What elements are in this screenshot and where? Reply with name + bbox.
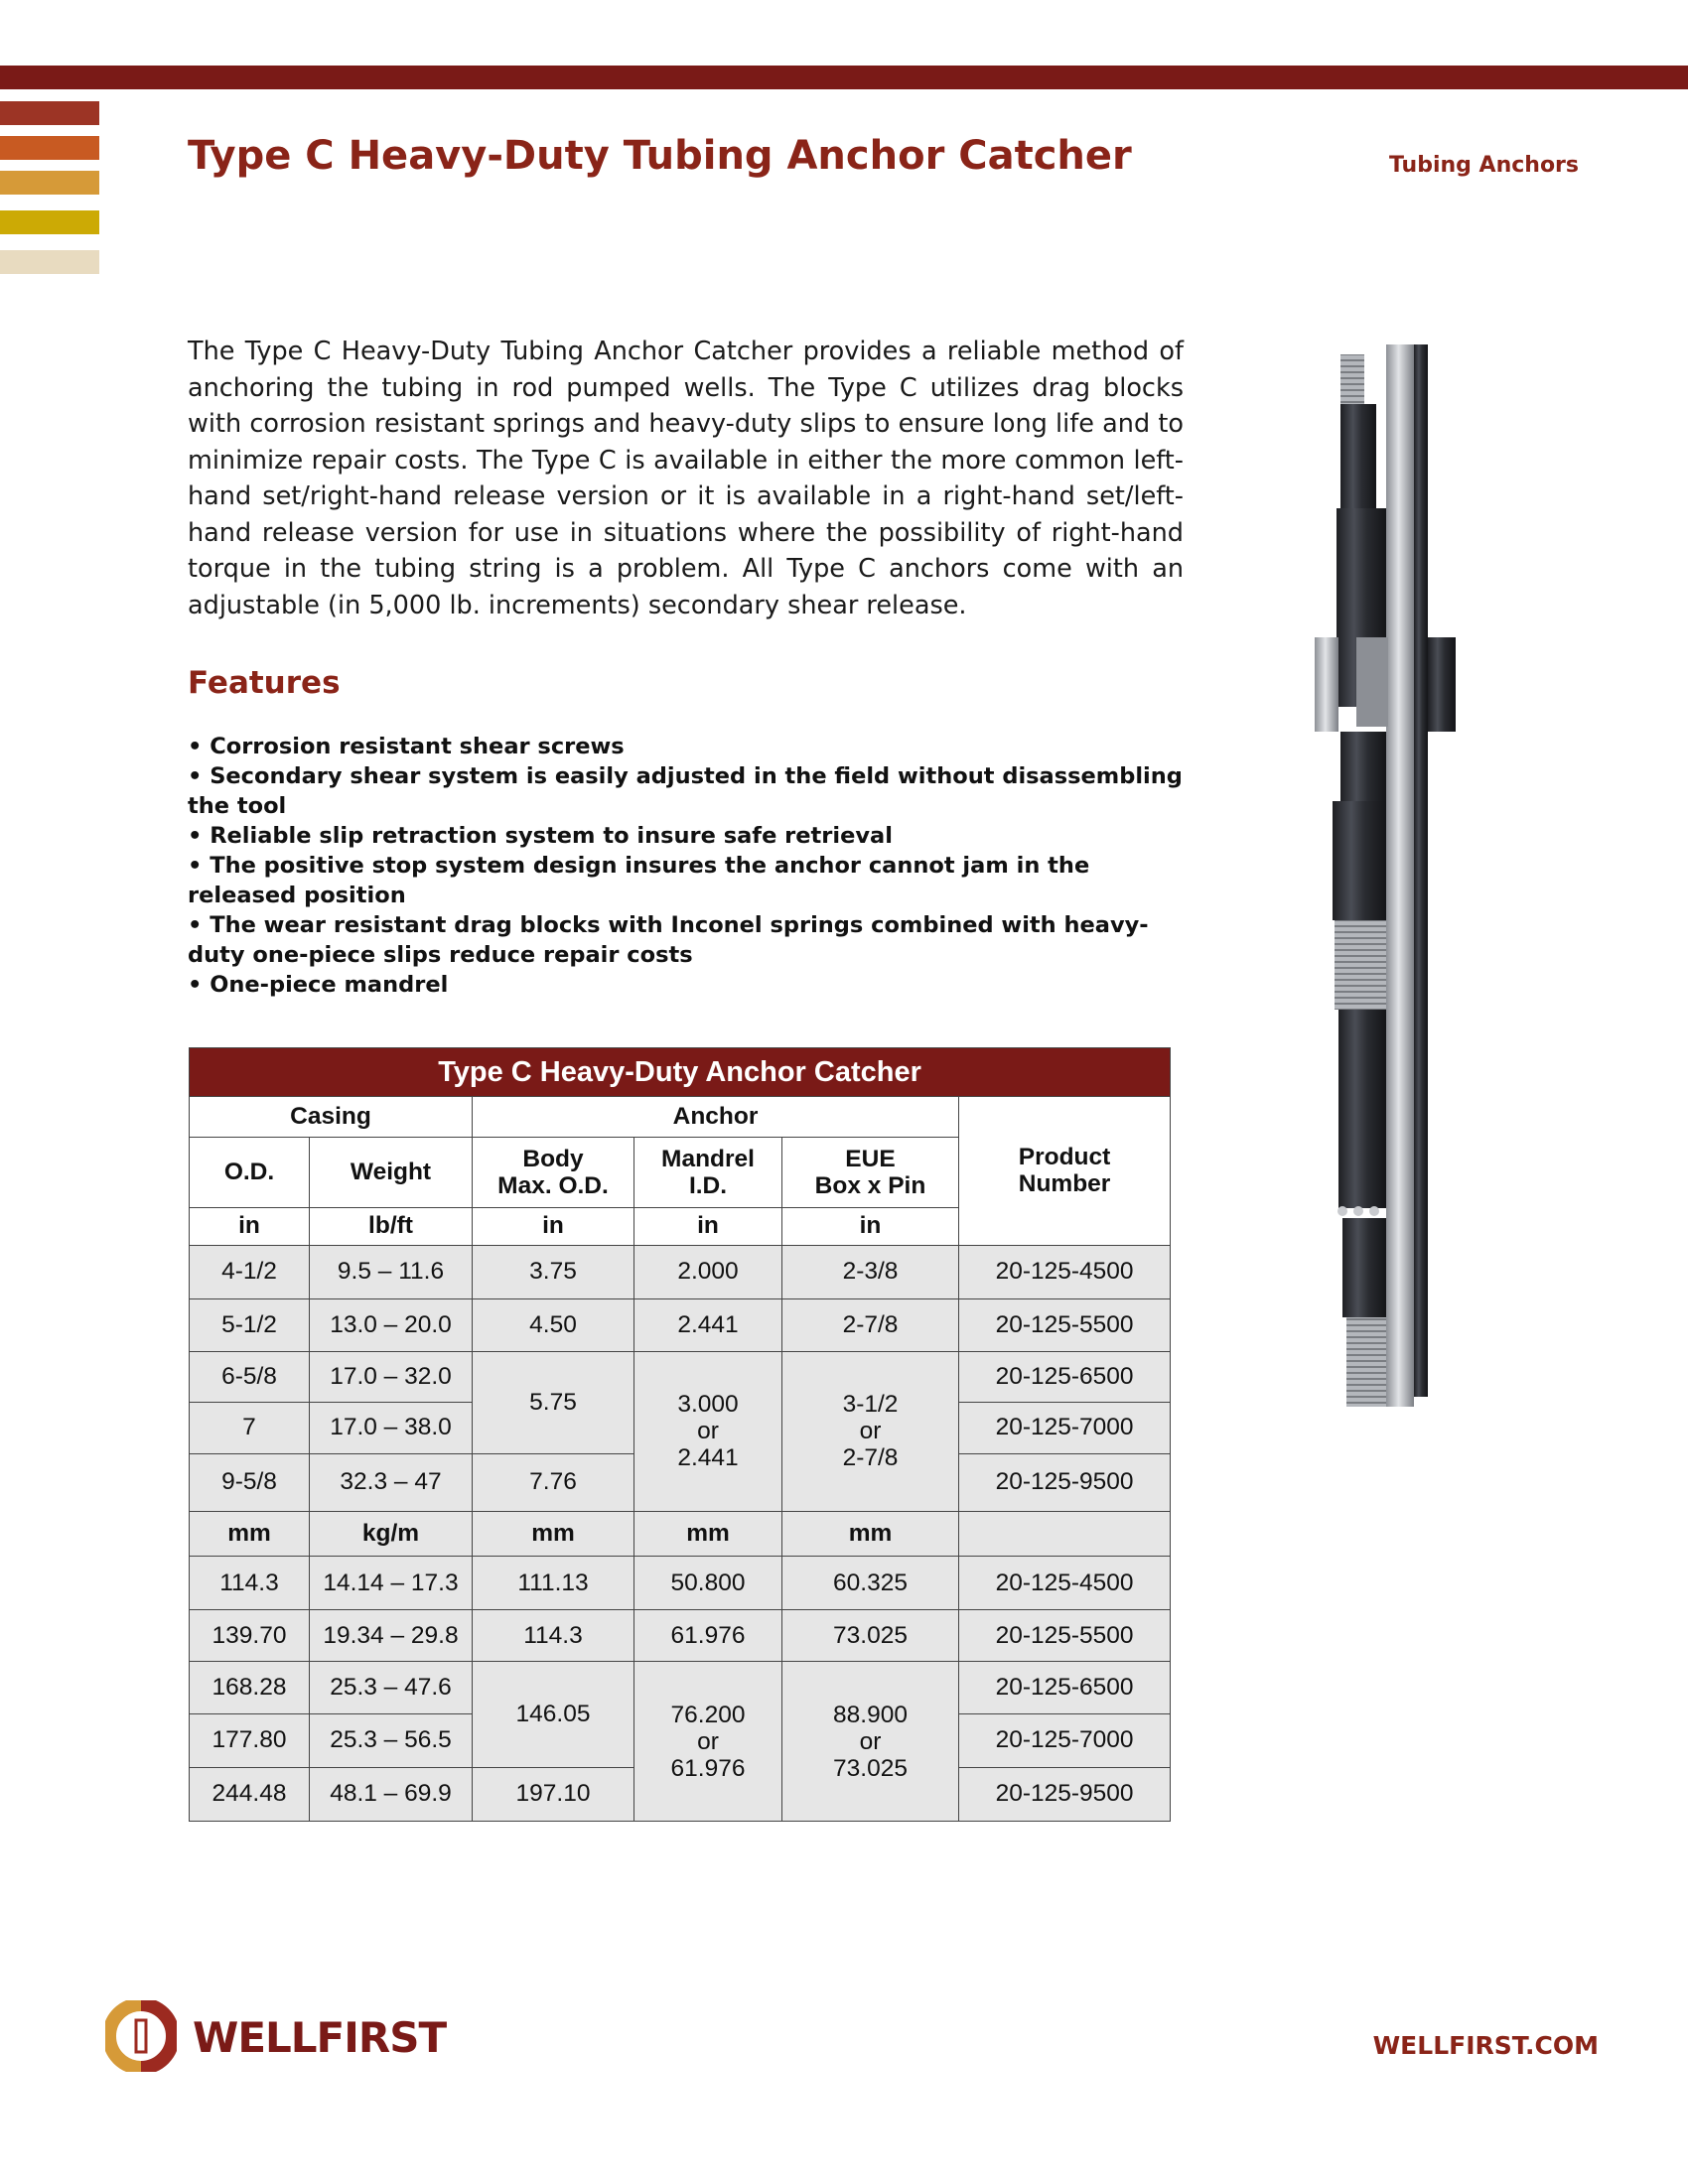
or-label: or <box>697 1418 719 1445</box>
body-od-cell: 146.05 <box>473 1662 634 1767</box>
features-heading: Features <box>188 665 341 701</box>
website-link[interactable]: WELLFIRST.COM <box>1372 2031 1599 2060</box>
weight-cell: 19.34 – 29.8 <box>310 1610 473 1662</box>
bottom-thread <box>1346 1317 1386 1407</box>
unit-cell: in <box>782 1207 959 1245</box>
table-row <box>190 1610 1171 1662</box>
cell-value: 88.900 <box>833 1701 908 1728</box>
unit-cell: in <box>634 1207 782 1245</box>
slip-section <box>1335 920 1386 1010</box>
feature-item: • Corrosion resistant shear screws <box>188 732 1191 761</box>
page-title: Type C Heavy-Duty Tubing Anchor Catcher <box>188 133 1132 179</box>
accent-stripe <box>0 101 99 125</box>
features-list <box>188 732 1191 1000</box>
feature-item: • The positive stop system design insures the anchor cannot jam in the released position <box>188 851 1191 910</box>
weight-cell: 48.1 – 69.9 <box>310 1767 473 1821</box>
unit-cell: kg/m <box>310 1511 473 1556</box>
body-od-cell: 197.10 <box>473 1767 634 1821</box>
product-number-cell: 20-125-6500 <box>959 1352 1171 1403</box>
mandrel-shaft <box>1386 344 1414 1407</box>
or-label: or <box>697 1727 719 1755</box>
lower-body <box>1338 1010 1386 1208</box>
body-od-cell: 7.76 <box>473 1453 634 1511</box>
column-header-weight: Weight <box>310 1138 473 1207</box>
body-od-cell: 111.13 <box>473 1556 634 1609</box>
unit-cell: in <box>190 1207 310 1245</box>
weight-cell: 13.0 – 20.0 <box>310 1298 473 1351</box>
column-header-line: Max. O.D. <box>497 1171 609 1199</box>
od-cell: 114.3 <box>190 1556 310 1609</box>
column-header-line: I.D. <box>688 1171 728 1199</box>
mandrel-id-cell <box>634 1662 782 1822</box>
accent-stripe <box>0 136 99 160</box>
product-number-cell: 20-125-5500 <box>959 1298 1171 1351</box>
eue-cell: 60.325 <box>782 1556 959 1609</box>
body-od-cell: 114.3 <box>473 1610 634 1662</box>
cell-value: 76.200 <box>670 1701 746 1728</box>
product-photo <box>1303 340 1472 1432</box>
accent-stripe <box>0 250 99 274</box>
bottom-sub <box>1342 1218 1386 1317</box>
cell-value: 2.441 <box>677 1444 739 1472</box>
column-header-line: Mandrel <box>661 1145 755 1172</box>
od-cell: 4-1/2 <box>190 1245 310 1298</box>
shear-screw <box>1337 1206 1347 1216</box>
group-header-anchor: Anchor <box>473 1097 959 1138</box>
product-number-cell: 20-125-4500 <box>959 1245 1171 1298</box>
feature-item: • Secondary shear system is easily adjusted in the field without disassembling the tool <box>188 761 1191 821</box>
mandrel-id-cell <box>634 1352 782 1512</box>
od-cell: 177.80 <box>190 1713 310 1767</box>
weight-cell: 17.0 – 32.0 <box>310 1352 473 1403</box>
column-header-line: Body <box>522 1145 584 1172</box>
weight-cell: 25.3 – 56.5 <box>310 1713 473 1767</box>
weight-cell: 9.5 – 11.6 <box>310 1245 473 1298</box>
product-number-cell: 20-125-6500 <box>959 1662 1171 1713</box>
body-od-cell: 3.75 <box>473 1245 634 1298</box>
slip-housing <box>1340 732 1386 801</box>
body-od-cell: 4.50 <box>473 1298 634 1351</box>
mandrel-id-cell: 2.000 <box>634 1245 782 1298</box>
column-header-eue <box>782 1138 959 1207</box>
product-number-cell: 20-125-4500 <box>959 1556 1171 1609</box>
column-header-product-number <box>959 1097 1171 1246</box>
cell-value: 61.976 <box>670 1754 746 1782</box>
spec-table <box>189 1047 1171 1822</box>
product-number-cell: 20-125-5500 <box>959 1610 1171 1662</box>
feature-item: • One-piece mandrel <box>188 970 1191 1000</box>
drag-block <box>1356 637 1388 727</box>
unit-cell: lb/ft <box>310 1207 473 1245</box>
drag-block <box>1428 637 1456 732</box>
shear-screw <box>1369 1206 1379 1216</box>
cone <box>1333 801 1386 920</box>
accent-stripe <box>0 171 99 195</box>
od-cell: 168.28 <box>190 1662 310 1713</box>
cell-value: 2-7/8 <box>842 1444 899 1472</box>
intro-paragraph: The Type C Heavy-Duty Tubing Anchor Catcher provides a reliable method of anchoring the tubing in rod pumped wells. The Type C utilizes drag blocks with corrosion resistant springs and heavy-duty slips to ensure long life and to minimize repair costs. The Type C is available in either the more common left-hand set/right-hand release version or it is available in a right-hand set/left-hand release version for use in situations where the possibility of right-hand torque in the tubing string is a problem. All Type C anchors come with an adjustable (in 5,000 lb. increments) secondary shear release. <box>188 337 1184 620</box>
column-header-line: Box x Pin <box>814 1171 926 1199</box>
product-number-cell: 20-125-9500 <box>959 1453 1171 1511</box>
table-row <box>190 1298 1171 1351</box>
or-label: or <box>859 1418 882 1445</box>
unit-cell: mm <box>782 1511 959 1556</box>
column-header-line: EUE <box>845 1145 896 1172</box>
weight-cell: 32.3 – 47 <box>310 1453 473 1511</box>
brand-name: WELLFIRST <box>193 2013 447 2062</box>
unit-cell: mm <box>190 1511 310 1556</box>
column-header-line: Product <box>1018 1144 1111 1171</box>
od-cell: 5-1/2 <box>190 1298 310 1351</box>
table-row <box>190 1245 1171 1298</box>
unit-cell: mm <box>473 1511 634 1556</box>
upper-sub <box>1340 404 1376 508</box>
mandrel-id-cell: 2.441 <box>634 1298 782 1351</box>
eue-cell <box>782 1662 959 1822</box>
column-header-mandrel <box>634 1138 782 1207</box>
od-cell: 139.70 <box>190 1610 310 1662</box>
wellfirst-ring-logo-icon <box>105 2000 177 2072</box>
or-label: or <box>859 1727 882 1755</box>
feature-item: • Reliable slip retraction system to insure safe retrieval <box>188 821 1191 851</box>
unit-cell: mm <box>634 1511 782 1556</box>
body-od-cell: 5.75 <box>473 1352 634 1453</box>
drag-block <box>1315 637 1338 732</box>
eue-cell: 2-3/8 <box>782 1245 959 1298</box>
mandrel-id-cell: 50.800 <box>634 1556 782 1609</box>
unit-cell: in <box>473 1207 634 1245</box>
mandrel-id-cell: 61.976 <box>634 1610 782 1662</box>
product-number-cell: 20-125-7000 <box>959 1403 1171 1453</box>
od-cell: 9-5/8 <box>190 1453 310 1511</box>
product-number-cell: 20-125-7000 <box>959 1713 1171 1767</box>
eue-cell: 2-7/8 <box>782 1298 959 1351</box>
eue-cell <box>782 1352 959 1512</box>
weight-cell: 17.0 – 38.0 <box>310 1403 473 1453</box>
category-label: Tubing Anchors <box>1388 153 1579 178</box>
weight-cell: 25.3 – 47.6 <box>310 1662 473 1713</box>
cell-value: 3-1/2 <box>842 1391 899 1419</box>
table-row <box>190 1662 1171 1713</box>
od-cell: 7 <box>190 1403 310 1453</box>
top-thread <box>1340 354 1364 404</box>
group-header-casing: Casing <box>190 1097 473 1138</box>
accent-stripe <box>0 210 99 234</box>
shear-screw <box>1353 1206 1363 1216</box>
table-row <box>190 1352 1171 1403</box>
table-row <box>190 1556 1171 1609</box>
column-header-body <box>473 1138 634 1207</box>
table-caption: Type C Heavy-Duty Anchor Catcher <box>190 1048 1171 1097</box>
column-header-line: Number <box>1018 1170 1111 1198</box>
eue-cell: 73.025 <box>782 1610 959 1662</box>
units-row-metric <box>190 1511 1171 1556</box>
column-header-od: O.D. <box>190 1138 310 1207</box>
header-bar <box>0 66 1688 89</box>
od-cell: 6-5/8 <box>190 1352 310 1403</box>
cell-value: 3.000 <box>677 1391 739 1419</box>
weight-cell: 14.14 – 17.3 <box>310 1556 473 1609</box>
rear-housing <box>1414 344 1428 1397</box>
feature-item: • The wear resistant drag blocks with Inconel springs combined with heavy-duty one-piece slips reduce repair costs <box>188 910 1191 970</box>
product-number-cell: 20-125-9500 <box>959 1767 1171 1821</box>
od-cell: 244.48 <box>190 1767 310 1821</box>
unit-cell-empty <box>959 1511 1171 1556</box>
cell-value: 73.025 <box>833 1754 908 1782</box>
